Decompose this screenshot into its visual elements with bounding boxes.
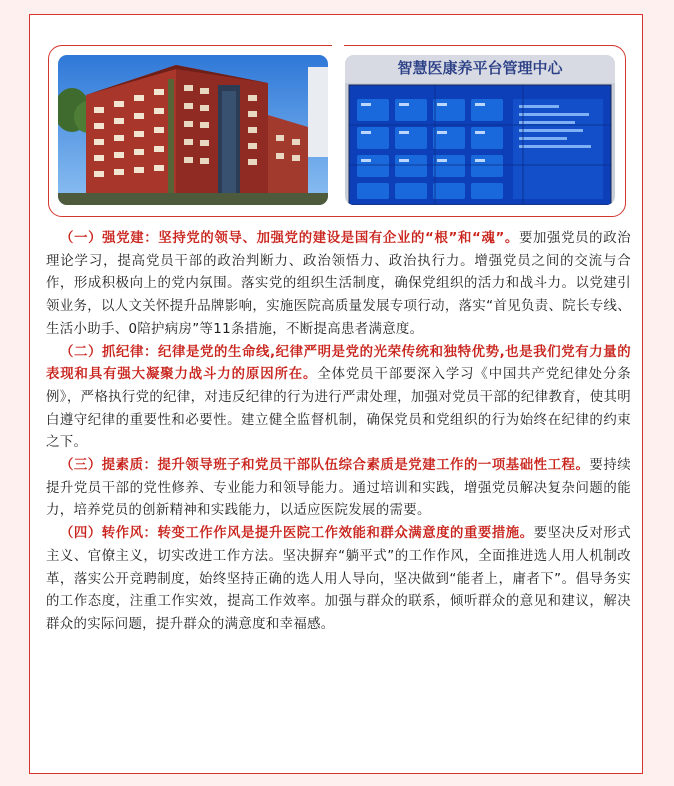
paragraph-lead: （一）强党建：坚持党的领导、加强党的建设是国有企业的“根”和“魂”。 [59, 231, 519, 246]
paragraph-lead: （三）提素质：提升领导班子和党员干部队伍综合素质是党建工作的一项基础性工程。 [59, 458, 590, 474]
paragraph-body: 要加强党员的政治理论学习，提高党员干部的政治判断力、政治领悟力、政治执行力。增强党员之间的交流与合作，形成积极向上的党内氛围。落实党的组织生活制度，确保党组织的活力和战斗力。以党建引领业务，以人文关怀提升品牌影响，实施医院高质量发展专项行动，落实“首见负责、院长专线、生活小助手、0陪护病房”等11条措施，不断提高患者满意度。 [46, 231, 631, 337]
control-center-photo [345, 55, 615, 205]
paragraph-discipline [46, 342, 631, 456]
paragraph-lead: （二）抓纪律：纪律是党的生命线,纪律严明是党的光荣传统和独特优势,也是我们党有力量的表现和具有强大凝聚力战斗力的原因所在。 [46, 344, 631, 383]
paragraph-lead: （四）转作风：转变工作作风是提升医院工作效能和群众满意度的重要措施。 [59, 526, 534, 542]
paragraph-body: 要坚决反对形式主义、官僚主义，切实改进工作方法。坚决摒弃“躺平式”的工作作风，全面推进选人用人机制改革，落实公开竞聘制度，始终坚持正确的选人用人导向，坚决做到“能者上，庸者下”。倡导务实的工作态度，注重工作实效，提高工作效率。加强与群众的联系，倾听群众的意见和建议，解决群众的实际问题，提升群众的满意度和幸福感。 [46, 526, 631, 632]
building-illustration [58, 55, 328, 205]
article-body [46, 228, 631, 637]
paragraph-party-building [46, 228, 631, 342]
paragraph-work-style [46, 523, 631, 637]
hospital-building-photo [58, 55, 328, 205]
paragraph-body: 要持续提升党员干部的党性修养、专业能力和领导能力。通过培训和实践，增强党员解决复杂问题的能力，培养党员的创新精神和实践能力，以适应医院发展的需要。 [46, 458, 631, 519]
frame-notch [332, 44, 344, 52]
screen-wall-illustration [345, 55, 615, 205]
paragraph-quality [46, 455, 631, 523]
screen-title: 智慧医康养平台管理中心 [397, 59, 563, 77]
paragraph-body: 全体党员干部要深入学习《中国共产党纪律处分条例》，严格执行党的纪律，对违反纪律的行为进行严肃处理，加强对党员干部的纪律教育，使其明白遵守纪律的重要性和必要性。建立健全监督机制，确保党员和党组织的行为始终在纪律的约束之下。 [46, 367, 631, 451]
